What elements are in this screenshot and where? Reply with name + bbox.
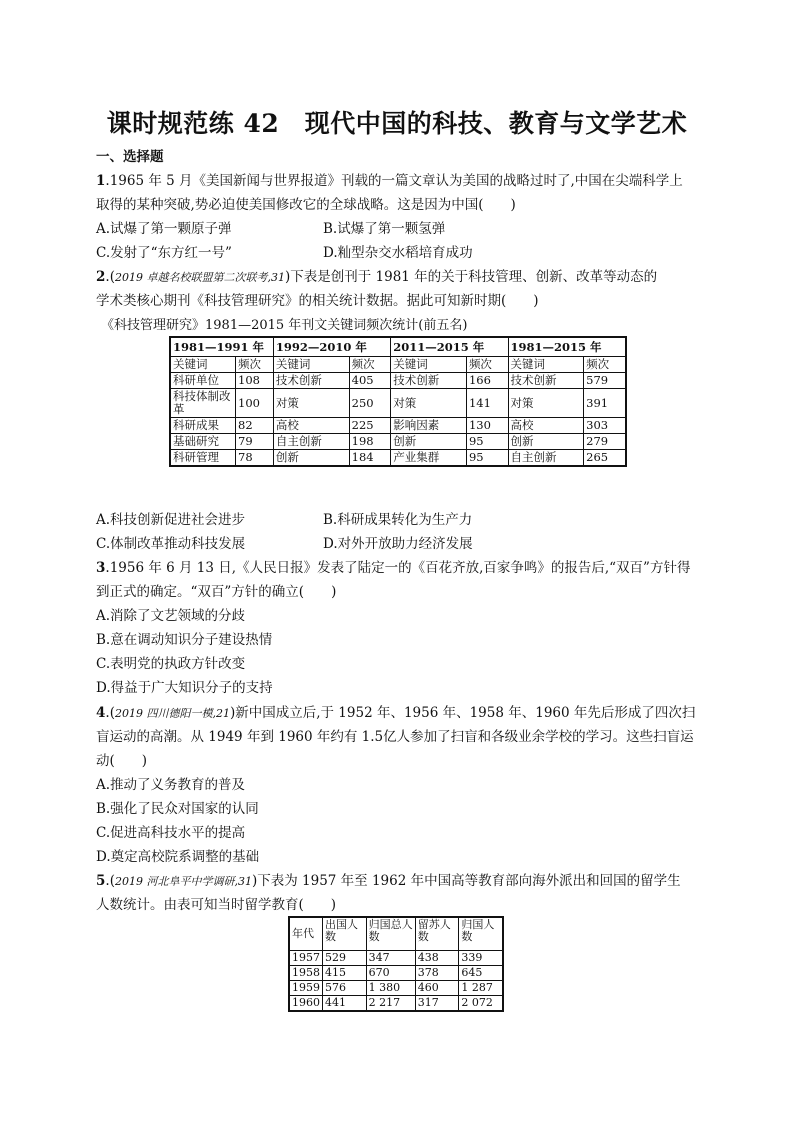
- table-cell: 基础研究: [170, 434, 236, 450]
- option-d[interactable]: D.奠定高校院系调整的基础: [96, 849, 260, 865]
- table-cell: 技术创新: [391, 373, 467, 389]
- table-cell: 405: [349, 373, 391, 389]
- question-4-line-2: 盲运动的高潮。从 1949 年到 1960 年约有 1.5亿人参加了扫盲和各级业余学校的学习。这些扫盲运: [96, 729, 694, 745]
- option-a[interactable]: A.推动了义务教育的普及: [96, 777, 246, 793]
- table-cell: 265: [584, 450, 626, 467]
- table-row: [170, 389, 626, 418]
- table-cell: 645: [459, 966, 503, 981]
- table-cell: 1960: [289, 996, 323, 1012]
- table-cell: 产业集群: [391, 450, 467, 467]
- column-header: 频次: [466, 357, 508, 373]
- question-text: .1965 年 5 月《美国新闻与世界报道》刊载的一篇文章认为美国的战略过时了,中国在尖端科学上: [105, 173, 683, 189]
- question-5-line-2: 人数统计。由表可知当时留学教育( ): [96, 897, 337, 913]
- question-number: 2: [96, 269, 106, 285]
- table-cell: 科技体制改革: [170, 389, 236, 418]
- table-cell: 250: [349, 389, 391, 418]
- column-header: 频次: [349, 357, 391, 373]
- table-cell: 创新: [391, 434, 467, 450]
- option-c[interactable]: C.发射了“东方红一号”: [96, 245, 232, 261]
- column-header: 关键词: [391, 357, 467, 373]
- column-header: 年代: [289, 917, 323, 951]
- table-cell: 78: [236, 450, 274, 467]
- question-source: 2019 卓越名校联盟第二次联考,31: [114, 271, 285, 284]
- question-2-line-2: 学术类核心期刊《科技管理研究》的相关统计数据。据此可知新时期( ): [96, 293, 539, 309]
- table-cell: 529: [323, 951, 367, 966]
- table-cell: 198: [349, 434, 391, 450]
- question-text: )下表为 1957 年至 1962 年中国高等教育部向海外派出和回国的留学生: [251, 873, 681, 889]
- table-cell: 高校: [273, 418, 349, 434]
- table-cell: 225: [349, 418, 391, 434]
- table-cell: 自主创新: [273, 434, 349, 450]
- question-3-line-1: [96, 560, 690, 576]
- table-row: [170, 450, 626, 467]
- table-cell: 415: [323, 966, 367, 981]
- table-row: [289, 981, 503, 996]
- table-cell: 441: [323, 996, 367, 1012]
- table-period-row: [170, 337, 626, 357]
- period-header: 1992—2010 年: [273, 337, 390, 357]
- column-header: 频次: [584, 357, 626, 373]
- table-cell: 279: [584, 434, 626, 450]
- table-cell: 自主创新: [508, 450, 584, 467]
- table-row: [170, 434, 626, 450]
- section-heading: 一、选择题: [96, 149, 164, 165]
- table-cell: 391: [584, 389, 626, 418]
- period-header: 1981—2015 年: [508, 337, 626, 357]
- table-cell: 130: [466, 418, 508, 434]
- option-a[interactable]: A.消除了文艺领域的分歧: [96, 608, 246, 624]
- option-b[interactable]: B.强化了民众对国家的认同: [96, 801, 259, 817]
- table-cell: 科研单位: [170, 373, 236, 389]
- table-cell: 378: [415, 966, 459, 981]
- table-cell: 1 287: [459, 981, 503, 996]
- table-row: [289, 951, 503, 966]
- source-open: .(: [105, 269, 115, 285]
- option-c[interactable]: C.体制改革推动科技发展: [96, 536, 246, 552]
- column-header: 出国人数: [323, 917, 367, 951]
- table-cell: 141: [466, 389, 508, 418]
- keyword-frequency-table: [169, 336, 627, 467]
- option-b[interactable]: B.科研成果转化为生产力: [323, 512, 473, 528]
- option-c[interactable]: C.表明党的执政方针改变: [96, 656, 246, 672]
- table-header-row: [289, 917, 503, 951]
- column-header: 归国总人数: [366, 917, 415, 951]
- table-cell: 技术创新: [508, 373, 584, 389]
- source-open: .(: [105, 705, 115, 721]
- period-header: 2011—2015 年: [391, 337, 508, 357]
- option-c[interactable]: C.促进高科技水平的提高: [96, 825, 246, 841]
- column-header: 留苏人数: [415, 917, 459, 951]
- table-cell: 303: [584, 418, 626, 434]
- column-header: 频次: [236, 357, 274, 373]
- option-d[interactable]: D.籼型杂交水稻培育成功: [323, 245, 473, 261]
- table-cell: 1957: [289, 951, 323, 966]
- table-cell: 科研成果: [170, 418, 236, 434]
- question-source: 2019 河北阜平中学调研,31: [114, 875, 252, 888]
- table-caption: 《科技管理研究》1981—2015 年刊文关键词频次统计(前五名): [101, 318, 468, 333]
- question-1-line-2: 取得的某种突破,势必迫使美国修改它的全球战略。这是因为中国( ): [96, 197, 516, 213]
- table-row: [289, 996, 503, 1012]
- question-text: .1956 年 6 月 13 日,《人民日报》发表了陆定一的《百花齐放,百家争鸣》的报告后,“双百”方针得: [105, 560, 691, 576]
- table-cell: 317: [415, 996, 459, 1012]
- question-4-line-1: [96, 705, 695, 722]
- table-subheader-row: [170, 357, 626, 373]
- question-text: )新中国成立后,于 1952 年、1956 年、1958 年、1960 年先后形成了四次扫: [229, 705, 696, 721]
- page-title: 课时规范练 42 现代中国的科技、教育与文学艺术: [106, 109, 688, 138]
- option-a[interactable]: A.试爆了第一颗原子弹: [96, 221, 232, 237]
- table-cell: 对策: [508, 389, 584, 418]
- table-cell: 影响因素: [391, 418, 467, 434]
- option-d[interactable]: D.对外开放助力经济发展: [323, 536, 473, 552]
- table-cell: 对策: [391, 389, 467, 418]
- table-cell: 95: [466, 450, 508, 467]
- question-number: 5: [96, 873, 106, 889]
- table-cell: 创新: [508, 434, 584, 450]
- table-cell: 1958: [289, 966, 323, 981]
- table-cell: 创新: [273, 450, 349, 467]
- option-b[interactable]: B.意在调动知识分子建设热情: [96, 632, 273, 648]
- question-5-line-1: [96, 873, 681, 890]
- period-header: 1981—1991 年: [170, 337, 273, 357]
- table-cell: 1959: [289, 981, 323, 996]
- column-header: 关键词: [273, 357, 349, 373]
- question-text: )下表是创刊于 1981 年的关于科技管理、创新、改革等动态的: [284, 269, 658, 285]
- table-cell: 79: [236, 434, 274, 450]
- table-row: [170, 418, 626, 434]
- option-b[interactable]: B.试爆了第一颗氢弹: [323, 221, 446, 237]
- table-cell: 438: [415, 951, 459, 966]
- question-source: 2019 四川德阳一模,21: [114, 707, 230, 720]
- column-header: 关键词: [508, 357, 584, 373]
- table-cell: 166: [466, 373, 508, 389]
- table-cell: 100: [236, 389, 274, 418]
- table-cell: 2 217: [366, 996, 415, 1012]
- option-d[interactable]: D.得益于广大知识分子的支持: [96, 680, 273, 696]
- students-abroad-table: [288, 916, 504, 1012]
- question-3-line-2: 到正式的确定。“双百”方针的确立( ): [96, 584, 337, 600]
- table-cell: 技术创新: [273, 373, 349, 389]
- table-cell: 高校: [508, 418, 584, 434]
- table-cell: 347: [366, 951, 415, 966]
- question-2-line-1: [96, 269, 657, 286]
- option-a[interactable]: A.科技创新促进社会进步: [96, 512, 246, 528]
- question-number: 4: [96, 705, 106, 721]
- table-cell: 82: [236, 418, 274, 434]
- question-1-line-1: [96, 173, 683, 189]
- question-4-line-3: 动( ): [96, 753, 148, 769]
- question-number: 1: [96, 173, 106, 189]
- table-cell: 576: [323, 981, 367, 996]
- table-cell: 108: [236, 373, 274, 389]
- table-cell: 1 380: [366, 981, 415, 996]
- table-cell: 579: [584, 373, 626, 389]
- table-cell: 95: [466, 434, 508, 450]
- table-cell: 科研管理: [170, 450, 236, 467]
- table-cell: 670: [366, 966, 415, 981]
- table-cell: 339: [459, 951, 503, 966]
- table-cell: 2 072: [459, 996, 503, 1012]
- table-cell: 460: [415, 981, 459, 996]
- column-header: 归国人数: [459, 917, 503, 951]
- question-number: 3: [96, 560, 106, 576]
- source-open: .(: [105, 873, 115, 889]
- table-cell: 184: [349, 450, 391, 467]
- column-header: 关键词: [170, 357, 236, 373]
- table-cell: 对策: [273, 389, 349, 418]
- table-row: [170, 373, 626, 389]
- table-row: [289, 966, 503, 981]
